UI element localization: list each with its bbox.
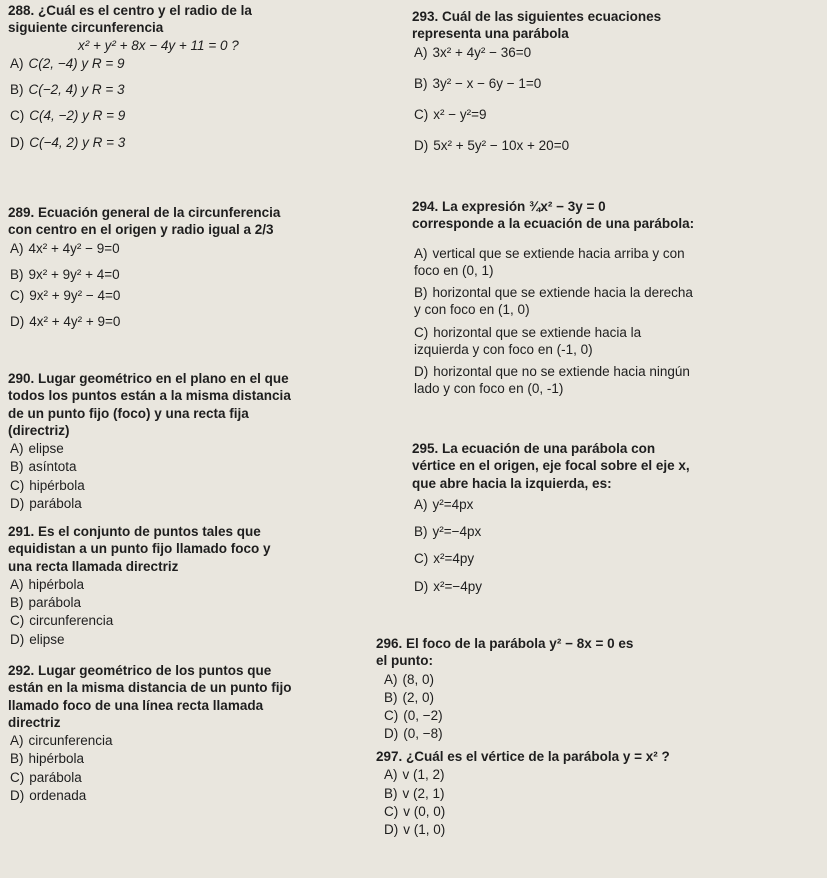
option-label: A) bbox=[414, 44, 428, 60]
option-d[interactable] bbox=[414, 363, 822, 398]
option-text: (2, 0) bbox=[402, 689, 435, 705]
option-d[interactable] bbox=[10, 313, 393, 330]
option-text: C(2, −4) y R = 9 bbox=[28, 55, 125, 71]
option-text: x²=4py bbox=[433, 551, 475, 567]
question-297 bbox=[376, 748, 821, 838]
option-c[interactable] bbox=[10, 287, 393, 304]
option-text: 9x² + 9y² − 4=0 bbox=[29, 288, 121, 304]
option-text: circunferencia bbox=[29, 613, 114, 629]
option-text: hipérbola bbox=[28, 751, 85, 767]
option-b[interactable] bbox=[384, 689, 816, 706]
option-text: C(−2, 4) y R = 3 bbox=[28, 82, 125, 98]
option-label: A) bbox=[10, 240, 24, 256]
question-288 bbox=[8, 2, 393, 151]
option-text: circunferencia bbox=[28, 733, 113, 749]
option-label: A) bbox=[414, 245, 428, 261]
question-291 bbox=[8, 523, 393, 648]
option-label: B) bbox=[414, 75, 428, 91]
question-stem: 295. La ecuación de una parábola con vértice en el origen, eje focal sobre el eje x, que abre hacia la izquierda, es: bbox=[412, 441, 690, 491]
option-c[interactable] bbox=[10, 107, 393, 124]
question-296 bbox=[376, 635, 816, 743]
option-c[interactable] bbox=[10, 769, 393, 786]
option-label: C) bbox=[10, 769, 25, 785]
option-label: B) bbox=[10, 82, 24, 98]
option-text: parábola bbox=[28, 595, 82, 611]
option-d[interactable] bbox=[10, 495, 393, 512]
option-label: B) bbox=[10, 751, 24, 767]
option-text: y²=4px bbox=[432, 496, 474, 512]
option-label: A) bbox=[10, 576, 24, 592]
option-text: 3y² − x − 6y − 1=0 bbox=[432, 75, 542, 91]
question-stem: 290. Lugar geométrico en el plano en el que todos los puntos están a la misma distancia de un punto fijo (foco) y una recta fija (directriz) bbox=[8, 371, 291, 438]
option-text: vertical que se extiende hacia arriba y con foco en (0, 1) bbox=[414, 245, 685, 278]
option-label: B) bbox=[10, 459, 24, 475]
question-stem: 293. Cuál de las siguientes ecuaciones representa una parábola bbox=[412, 9, 662, 42]
question-289 bbox=[8, 204, 393, 331]
option-text: horizontal que no se extiende hacia ningún lado y con foco en (0, -1) bbox=[414, 364, 690, 397]
option-d[interactable] bbox=[10, 787, 393, 804]
option-text: elipse bbox=[28, 441, 64, 457]
option-text: horizontal que se extiende hacia la izquierda y con foco en (-1, 0) bbox=[414, 324, 642, 357]
option-label: B) bbox=[10, 595, 24, 611]
option-label: C) bbox=[10, 613, 25, 629]
option-label: D) bbox=[10, 495, 25, 511]
option-text: 3x² + 4y² − 36=0 bbox=[432, 44, 532, 60]
option-b[interactable] bbox=[384, 785, 821, 802]
option-text: v (2, 1) bbox=[402, 785, 445, 801]
option-b[interactable] bbox=[10, 81, 393, 98]
question-equation: x² + y² + 8x − 4y + 11 = 0 ? bbox=[78, 37, 239, 53]
option-text: 4x² + 4y² + 9=0 bbox=[29, 314, 121, 330]
option-label: C) bbox=[384, 803, 399, 819]
option-label: D) bbox=[10, 314, 25, 330]
option-a[interactable] bbox=[10, 55, 393, 72]
option-label: C) bbox=[384, 708, 399, 724]
option-label: C) bbox=[414, 107, 429, 123]
option-text: horizontal que se extiende hacia la derecha y con foco en (1, 0) bbox=[414, 285, 693, 318]
option-text: (0, −8) bbox=[403, 726, 443, 742]
option-d[interactable] bbox=[414, 578, 822, 595]
option-label: D) bbox=[414, 138, 429, 154]
option-label: D) bbox=[414, 578, 429, 594]
option-text: (8, 0) bbox=[402, 671, 435, 687]
option-label: D) bbox=[414, 364, 429, 380]
option-text: 4x² + 4y² − 9=0 bbox=[28, 240, 120, 256]
option-label: B) bbox=[384, 785, 398, 801]
option-b[interactable] bbox=[10, 594, 393, 611]
option-label: D) bbox=[10, 787, 25, 803]
option-a[interactable] bbox=[10, 576, 393, 593]
option-d[interactable] bbox=[414, 137, 817, 154]
question-295 bbox=[412, 440, 822, 595]
option-label: C) bbox=[10, 108, 25, 124]
option-text: (0, −2) bbox=[403, 708, 443, 724]
option-label: B) bbox=[414, 285, 428, 301]
option-text: C(4, −2) y R = 9 bbox=[29, 108, 126, 124]
option-label: C) bbox=[10, 477, 25, 493]
option-a[interactable] bbox=[384, 671, 816, 688]
option-c[interactable] bbox=[10, 477, 393, 494]
option-c[interactable] bbox=[384, 803, 821, 820]
option-text: v (1, 2) bbox=[402, 767, 445, 783]
option-a[interactable] bbox=[10, 732, 393, 749]
option-a[interactable] bbox=[384, 766, 821, 783]
option-label: D) bbox=[384, 822, 399, 838]
option-label: B) bbox=[10, 266, 24, 282]
question-stem: 291. Es el conjunto de puntos tales que equidistan a un punto fijo llamado foco y una recta llamada directriz bbox=[8, 524, 271, 574]
option-b[interactable] bbox=[414, 75, 817, 92]
question-293 bbox=[412, 8, 817, 155]
option-b[interactable] bbox=[10, 266, 393, 283]
option-b[interactable] bbox=[10, 458, 393, 475]
option-label: A) bbox=[384, 671, 398, 687]
option-d[interactable] bbox=[10, 631, 393, 648]
option-label: D) bbox=[384, 726, 399, 742]
option-label: C) bbox=[414, 551, 429, 567]
option-text: x²=−4py bbox=[433, 578, 483, 594]
option-a[interactable] bbox=[10, 240, 393, 257]
option-b[interactable] bbox=[414, 284, 822, 319]
option-label: A) bbox=[10, 55, 24, 71]
option-label: D) bbox=[10, 134, 25, 150]
option-label: B) bbox=[384, 689, 398, 705]
option-text: x² − y²=9 bbox=[433, 107, 487, 123]
option-c[interactable] bbox=[384, 707, 816, 724]
option-text: asíntota bbox=[28, 459, 77, 475]
option-label: C) bbox=[10, 288, 25, 304]
option-label: A) bbox=[414, 496, 428, 512]
option-a[interactable] bbox=[414, 44, 817, 61]
option-c[interactable] bbox=[414, 324, 822, 359]
question-stem: 288. ¿Cuál es el centro y el radio de la siguiente circunferencia bbox=[8, 3, 252, 36]
option-text: elipse bbox=[29, 631, 65, 647]
option-d[interactable] bbox=[384, 725, 816, 742]
question-292 bbox=[8, 662, 393, 804]
option-text: parábola bbox=[29, 769, 82, 785]
question-stem: 296. El foco de la parábola y² − 8x = 0 es el punto: bbox=[376, 636, 634, 669]
question-294 bbox=[412, 198, 822, 398]
option-d[interactable] bbox=[10, 134, 393, 151]
question-stem: 292. Lugar geométrico de los puntos que están en la misma distancia de un punto fijo llamado foco de una línea recta llamada directriz bbox=[8, 663, 292, 730]
question-stem: 297. ¿Cuál es el vértice de la parábola y = x² ? bbox=[376, 749, 670, 764]
option-c[interactable] bbox=[10, 612, 393, 629]
question-stem: 289. Ecuación general de la circunferencia con centro en el origen y radio igual a 2/3 bbox=[8, 205, 281, 238]
option-label: A) bbox=[10, 733, 24, 749]
option-a[interactable] bbox=[414, 245, 822, 280]
option-text: 9x² + 9y² + 4=0 bbox=[28, 266, 120, 282]
question-stem: 294. La expresión ¾x² − 3y = 0 corresponde a la ecuación de una parábola: bbox=[412, 199, 695, 232]
option-text: hipérbola bbox=[28, 576, 85, 592]
option-label: D) bbox=[10, 631, 25, 647]
option-b[interactable] bbox=[10, 750, 393, 767]
option-text: y²=−4px bbox=[432, 524, 482, 540]
option-label: A) bbox=[10, 441, 24, 457]
option-c[interactable] bbox=[414, 550, 822, 567]
option-text: C(−4, 2) y R = 3 bbox=[29, 134, 126, 150]
option-text: parábola bbox=[29, 495, 82, 511]
option-label: C) bbox=[414, 324, 429, 340]
option-d[interactable] bbox=[384, 821, 821, 838]
question-290 bbox=[8, 370, 393, 512]
option-c[interactable] bbox=[414, 106, 817, 123]
option-label: A) bbox=[384, 767, 398, 783]
option-text: ordenada bbox=[29, 787, 87, 803]
option-text: hipérbola bbox=[29, 477, 85, 493]
option-b[interactable] bbox=[414, 523, 822, 540]
option-a[interactable] bbox=[10, 440, 393, 457]
option-text: v (0, 0) bbox=[403, 803, 446, 819]
option-text: 5x² + 5y² − 10x + 20=0 bbox=[433, 138, 570, 154]
option-a[interactable] bbox=[414, 496, 822, 513]
option-text: v (1, 0) bbox=[403, 822, 446, 838]
option-label: B) bbox=[414, 524, 428, 540]
